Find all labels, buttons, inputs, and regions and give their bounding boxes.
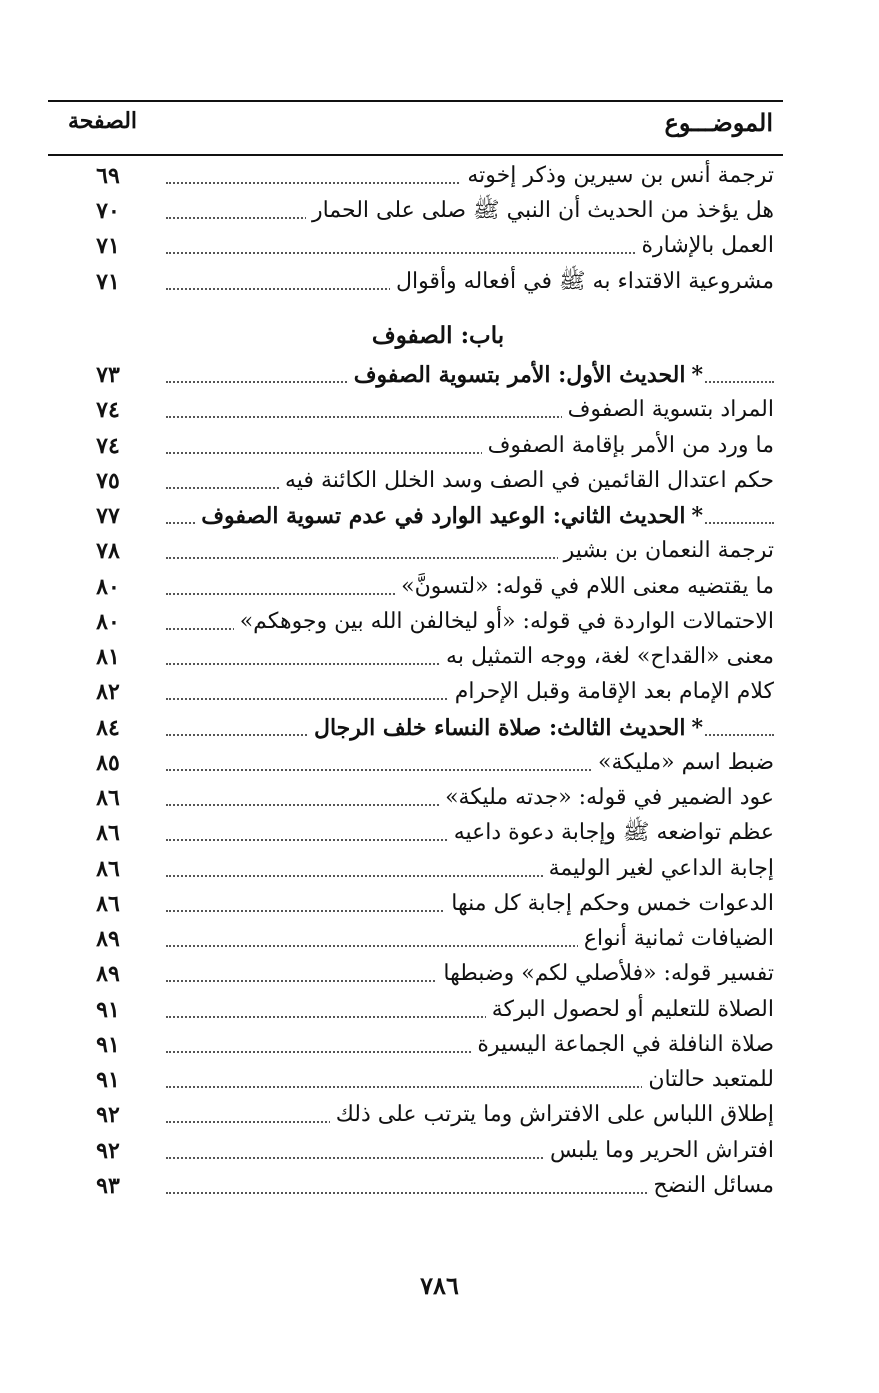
entry-title	[544, 1133, 774, 1169]
chapter-heading: باب: الصفوف	[371, 322, 505, 349]
entry-title	[578, 921, 774, 957]
entry-page-number: ٧٠	[96, 198, 120, 225]
entry-title	[395, 569, 774, 605]
entry-title-text: عظم تواضعه ﷺ وإجابة دعوة داعيه	[453, 820, 774, 846]
entry-title-text: مشروعية الاقتداء به ﷺ في أفعاله وأقوال	[395, 268, 774, 294]
entry-title	[195, 498, 703, 534]
toc-entry	[48, 921, 778, 957]
entry-title-text: الحديث الثاني: الوعيد الوارد في عدم تسوية الصفوف	[201, 503, 686, 529]
entry-page-number: ٩١	[96, 996, 120, 1023]
entry-page-number: ٩١	[96, 1031, 120, 1058]
header-top-rule	[48, 100, 783, 102]
entry-title-text: ترجمة أنس بن سيرين وذكر إخوته	[467, 163, 774, 188]
toc-entry	[48, 745, 778, 781]
entry-title	[306, 193, 774, 229]
entry-title	[440, 639, 774, 675]
entry-title	[482, 428, 774, 464]
entry-title-text: العمل بالإشارة	[641, 233, 774, 259]
entry-title	[562, 392, 774, 428]
toc-entry	[48, 1062, 778, 1098]
toc-entry	[48, 604, 778, 640]
entry-page-number: ٧٧	[96, 503, 120, 529]
entry-title	[445, 886, 774, 922]
entry-title	[348, 357, 703, 393]
toc-entry	[48, 463, 778, 499]
entry-title	[592, 745, 774, 781]
entry-page-number: ٩٢	[96, 1102, 120, 1129]
toc-entry	[48, 886, 778, 922]
entry-title-text: معنى «القداح» لغة، ووجه التمثيل به	[446, 644, 774, 669]
topic-column-label: الموضـــوع	[664, 108, 773, 137]
entry-page-number: ٧٨	[96, 538, 120, 565]
entry-page-number: ٧٤	[96, 397, 120, 424]
entry-title-text: ترجمة النعمان بن بشير	[563, 538, 774, 564]
entry-title	[439, 780, 774, 816]
entry-title	[449, 674, 774, 710]
entry-title-text: الحديث الأول: الأمر بتسوية الصفوف	[353, 362, 686, 388]
toc-entry	[48, 674, 778, 710]
entry-title-text: الحديث الثالث: صلاة النساء خلف الرجال	[313, 714, 686, 741]
toc-entry	[48, 392, 778, 428]
toc-entry	[48, 1133, 778, 1169]
entry-title-text: إجابة الداعي لغير الوليمة	[548, 855, 774, 881]
entry-title-text: إطلاق اللباس على الافتراش وما يترتب على ذلك	[335, 1102, 774, 1128]
entry-title	[390, 264, 774, 300]
entry-title-text: تفسير قوله: «فلأصلي لكم» وضبطها	[443, 961, 774, 987]
toc-entry	[48, 780, 778, 816]
toc-entry	[48, 193, 778, 229]
entry-page-number: ٧١	[96, 268, 120, 295]
entry-title	[330, 1097, 774, 1133]
hadith-bullet-icon: *	[691, 362, 703, 388]
entry-title-text: عود الضمير في قوله: «جدته مليكة»	[445, 785, 774, 810]
toc-entry	[48, 533, 778, 569]
entry-title-text: حكم اعتدال القائمين في الصف وسد الخلل الكائنة فيه	[285, 467, 774, 493]
entry-title	[558, 533, 774, 569]
entry-page-number: ٨٦	[96, 890, 120, 917]
toc-entry	[48, 1168, 778, 1204]
toc-entry	[48, 569, 778, 605]
entry-page-number: ٩٢	[96, 1137, 120, 1164]
entry-page-number: ٨١	[96, 644, 120, 670]
toc-entry	[48, 428, 778, 464]
hadith-bullet-icon: *	[691, 503, 703, 529]
page-column-label: الصفحة	[68, 108, 138, 134]
entry-title-text: هل يؤخذ من الحديث أن النبي ﷺ صلى على الحمار	[311, 198, 774, 224]
toc-hadith-entry	[48, 710, 778, 746]
entry-title	[279, 463, 774, 499]
entry-page-number: ٨٦	[96, 855, 120, 882]
toc-entry	[48, 228, 778, 264]
entry-title-text: الضيافات ثمانية أنواع	[583, 926, 774, 951]
entry-title-text: للمتعبد حالتان	[648, 1067, 774, 1092]
toc-entry	[48, 1027, 778, 1063]
hadith-bullet-icon: *	[691, 714, 703, 741]
entry-page-number: ٨٤	[96, 714, 120, 741]
entry-title	[308, 710, 703, 746]
entry-page-number: ٧٥	[96, 467, 120, 494]
entry-page-number: ٨٦	[96, 820, 120, 847]
entry-page-number: ٨٩	[96, 926, 120, 952]
entry-title-text: كلام الإمام بعد الإقامة وقبل الإحرام	[454, 679, 774, 705]
entry-page-number: ٧١	[96, 233, 120, 260]
entry-title-text: الاحتمالات الواردة في قوله: «أو ليخالفن الله بين وجوهكم»	[239, 608, 774, 634]
entry-title-text: ما يقتضيه معنى اللام في قوله: «لتسونَّ»	[401, 573, 774, 599]
entry-page-number: ٦٩	[96, 163, 120, 189]
entry-page-number: ٧٤	[96, 432, 120, 459]
entry-title	[234, 604, 774, 640]
entry-title	[642, 1062, 774, 1098]
toc-entry	[48, 956, 778, 992]
entry-title-text: ضبط اسم «مليكة»	[598, 749, 774, 775]
entry-page-number: ٨٠	[96, 573, 120, 600]
toc-entry	[48, 851, 778, 887]
toc-header	[48, 100, 783, 158]
entry-page-number: ٩١	[96, 1067, 120, 1093]
entry-page-number: ٨٦	[96, 785, 120, 811]
entry-page-number: ٧٣	[96, 362, 120, 388]
toc-hadith-entry	[48, 357, 778, 393]
page-number: ٧٨٦	[420, 1271, 459, 1300]
entry-title-text: ما ورد من الأمر بإقامة الصفوف	[487, 432, 774, 458]
entry-page-number: ٨٩	[96, 961, 120, 988]
entry-page-number: ٨٥	[96, 749, 120, 776]
entry-title-text: الصلاة للتعليم أو لحصول البركة	[491, 996, 774, 1022]
entry-title	[647, 1168, 774, 1204]
entry-title	[437, 956, 774, 992]
entry-title	[486, 992, 774, 1028]
entry-title	[636, 228, 774, 264]
entry-title-text: صلاة النافلة في الجماعة اليسيرة	[477, 1031, 774, 1057]
toc-hadith-entry	[48, 498, 778, 534]
toc-entry	[48, 815, 778, 851]
entry-title-text: مسائل النضح	[653, 1172, 774, 1198]
entry-page-number: ٨٢	[96, 679, 120, 706]
entry-page-number: ٩٣	[96, 1172, 120, 1199]
entry-title	[461, 158, 774, 194]
header-bottom-rule	[48, 154, 783, 156]
toc-entry	[48, 639, 778, 675]
entry-title-text: الدعوات خمس وحكم إجابة كل منها	[451, 890, 774, 916]
entry-title	[543, 851, 774, 887]
toc-entry	[48, 1097, 778, 1133]
toc-entry	[48, 264, 778, 300]
entry-page-number: ٨٠	[96, 608, 120, 635]
entry-title	[448, 815, 774, 851]
entry-title-text: المراد بتسوية الصفوف	[567, 397, 774, 423]
entry-title-text: افتراش الحرير وما يلبس	[550, 1137, 774, 1163]
entry-title	[471, 1027, 774, 1063]
toc-entry	[48, 992, 778, 1028]
toc-entry	[48, 158, 778, 194]
